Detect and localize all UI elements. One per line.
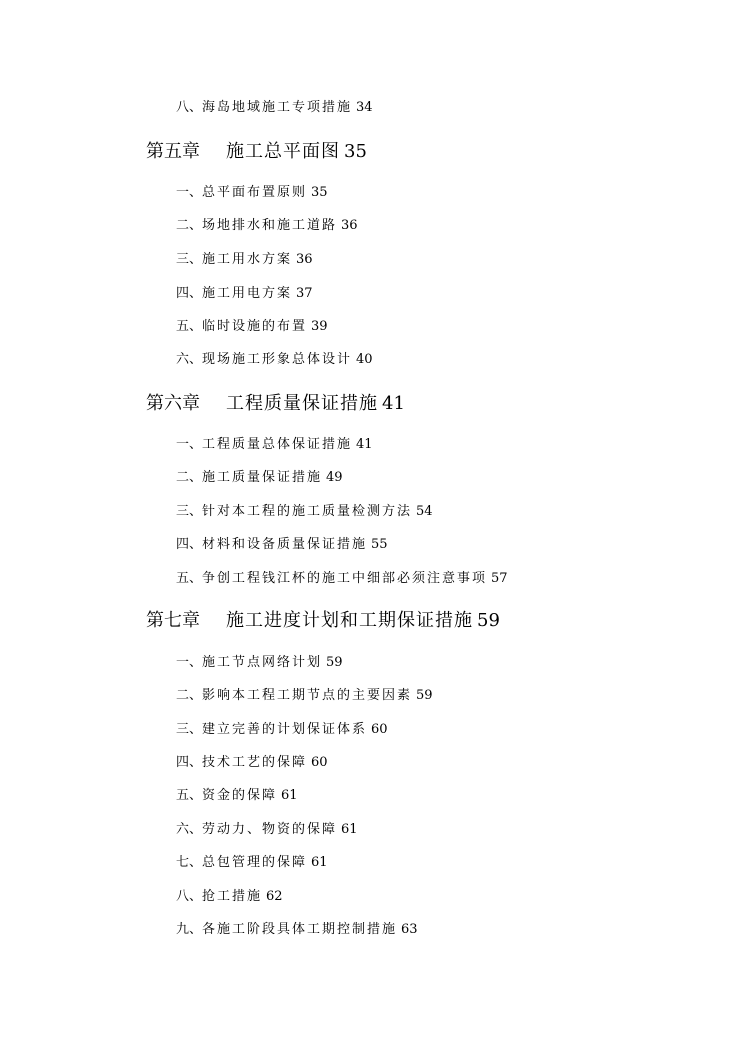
toc-entry-page: 37 (296, 286, 313, 301)
toc-entry-title: 施工用电方案 (202, 286, 293, 301)
toc-chapter-page: 41 (382, 393, 405, 414)
toc-chapter-heading[interactable] (146, 606, 500, 632)
toc-entry-page: 61 (341, 822, 358, 837)
toc-entry-page: 60 (311, 755, 328, 770)
toc-entry-number: 四、 (176, 286, 203, 301)
toc-entry[interactable] (176, 751, 328, 770)
toc-entry-number: 四、 (176, 537, 203, 552)
toc-entry-page: 61 (311, 855, 328, 870)
toc-entry-title: 技术工艺的保障 (202, 755, 308, 770)
toc-entry-page: 57 (491, 571, 508, 586)
toc-entry-page: 59 (416, 688, 433, 703)
toc-entry-title: 针对本工程的施工质量检测方法 (202, 504, 413, 519)
toc-entry-page: 62 (266, 889, 283, 904)
toc-entry[interactable] (176, 96, 373, 115)
toc-chapter-heading[interactable] (146, 389, 405, 415)
toc-entry-number: 八、 (176, 100, 203, 115)
toc-chapter-title: 工程质量保证措施 (226, 393, 378, 414)
toc-entry-page: 41 (356, 437, 373, 452)
toc-entry-title: 施工用水方案 (202, 252, 293, 267)
toc-entry[interactable] (176, 500, 433, 519)
toc-entry-page: 55 (371, 537, 388, 552)
toc-entry[interactable] (176, 818, 358, 837)
toc-entry-number: 五、 (176, 571, 203, 586)
toc-entry-title: 抢工措施 (202, 889, 263, 904)
toc-entry-number: 二、 (176, 470, 203, 485)
toc-entry[interactable] (176, 918, 418, 937)
toc-entry-number: 三、 (176, 722, 203, 737)
toc-entry[interactable] (176, 181, 328, 200)
toc-entry[interactable] (176, 282, 313, 301)
toc-chapter-title: 施工总平面图 (226, 141, 340, 162)
toc-entry-page: 54 (416, 504, 433, 519)
toc-entry-title: 材料和设备质量保证措施 (202, 537, 368, 552)
toc-chapter-heading[interactable] (146, 137, 367, 163)
toc-entry-title: 建立完善的计划保证体系 (202, 722, 368, 737)
toc-entry-number: 八、 (176, 889, 203, 904)
toc-entry-number: 五、 (176, 788, 203, 803)
toc-chapter-number: 第七章 (146, 610, 200, 631)
toc-entry-page: 34 (356, 100, 373, 115)
toc-entry-page: 61 (281, 788, 298, 803)
toc-entry[interactable] (176, 684, 433, 703)
toc-entry-page: 59 (326, 655, 343, 670)
toc-entry-number: 二、 (176, 688, 203, 703)
toc-entry-page: 60 (371, 722, 388, 737)
toc-entry-number: 一、 (176, 655, 203, 670)
toc-entry-title: 资金的保障 (202, 788, 278, 803)
toc-entry[interactable] (176, 315, 328, 334)
toc-entry-title: 海岛地域施工专项措施 (202, 100, 353, 115)
toc-entry-page: 40 (356, 352, 373, 367)
toc-entry[interactable] (176, 348, 373, 367)
toc-entry-page: 49 (326, 470, 343, 485)
toc-entry[interactable] (176, 567, 508, 586)
toc-entry[interactable] (176, 214, 358, 233)
toc-chapter-title: 施工进度计划和工期保证措施 (226, 610, 473, 631)
toc-chapter-page: 59 (477, 610, 500, 631)
toc-entry-title: 各施工阶段具体工期控制措施 (202, 922, 398, 937)
toc-entry-number: 三、 (176, 252, 203, 267)
toc-entry[interactable] (176, 718, 388, 737)
toc-chapter-page: 35 (344, 141, 367, 162)
toc-entry-title: 总包管理的保障 (202, 855, 308, 870)
toc-entry[interactable] (176, 851, 328, 870)
toc-entry-number: 六、 (176, 822, 203, 837)
toc-entry-title: 工程质量总体保证措施 (202, 437, 353, 452)
toc-entry[interactable] (176, 651, 343, 670)
toc-entry-title: 场地排水和施工道路 (202, 218, 338, 233)
toc-entry-title: 劳动力、物资的保障 (202, 822, 338, 837)
toc-entry-number: 一、 (176, 185, 203, 200)
toc-entry-title: 临时设施的布置 (202, 319, 308, 334)
toc-entry-number: 三、 (176, 504, 203, 519)
toc-entry[interactable] (176, 533, 388, 552)
toc-entry-number: 五、 (176, 319, 203, 334)
toc-entry-number: 九、 (176, 922, 203, 937)
toc-entry[interactable] (176, 885, 283, 904)
toc-entry-number: 七、 (176, 855, 203, 870)
toc-entry[interactable] (176, 433, 373, 452)
toc-entry-title: 施工节点网络计划 (202, 655, 323, 670)
toc-entry-page: 36 (296, 252, 313, 267)
toc-entry-page: 39 (311, 319, 328, 334)
toc-entry-page: 36 (341, 218, 358, 233)
toc-entry[interactable] (176, 466, 343, 485)
toc-entry-title: 总平面布置原则 (202, 185, 308, 200)
toc-entry-title: 影响本工程工期节点的主要因素 (202, 688, 413, 703)
toc-entry[interactable] (176, 784, 298, 803)
toc-entry-number: 六、 (176, 352, 203, 367)
toc-entry[interactable] (176, 248, 313, 267)
toc-entry-number: 一、 (176, 437, 203, 452)
toc-entry-title: 施工质量保证措施 (202, 470, 323, 485)
toc-chapter-number: 第六章 (146, 393, 200, 414)
toc-entry-page: 63 (401, 922, 418, 937)
toc-entry-title: 争创工程钱江杯的施工中细部必须注意事项 (202, 571, 488, 586)
toc-entry-number: 二、 (176, 218, 203, 233)
toc-entry-page: 35 (311, 185, 328, 200)
toc-entry-number: 四、 (176, 755, 203, 770)
toc-entry-title: 现场施工形象总体设计 (202, 352, 353, 367)
toc-chapter-number: 第五章 (146, 141, 200, 162)
